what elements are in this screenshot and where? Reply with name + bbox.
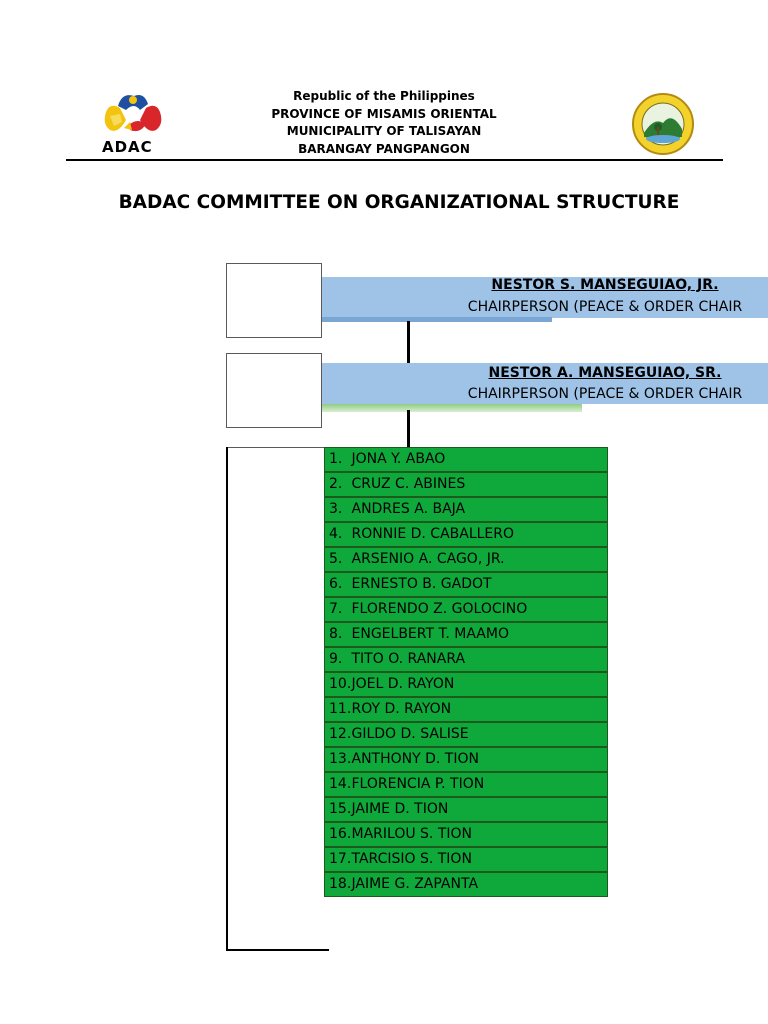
member-number: 14. bbox=[329, 776, 352, 792]
member-name: ROY D. RAYON bbox=[351, 701, 452, 717]
member-name: JAIME G. ZAPANTA bbox=[351, 876, 479, 892]
member-name: ENGELBERT T. MAAMO bbox=[351, 626, 509, 642]
member-number: 2. bbox=[329, 476, 343, 492]
photo-placeholder-chairperson-1 bbox=[226, 263, 322, 338]
municipal-seal-graphic bbox=[630, 93, 696, 159]
member-item bbox=[324, 747, 608, 772]
member-item bbox=[324, 597, 608, 622]
member-name: ARSENIO A. CAGO, JR. bbox=[351, 551, 505, 567]
member-name: JONA Y. ABAO bbox=[351, 451, 446, 467]
letterhead-province: PROVINCE OF MISAMIS ORIENTAL bbox=[271, 106, 497, 121]
member-item bbox=[324, 647, 608, 672]
member-name: FLORENCIA P. TION bbox=[351, 776, 485, 792]
member-number: 16. bbox=[329, 826, 352, 842]
members-list bbox=[324, 447, 608, 897]
header-rule bbox=[66, 159, 723, 161]
letterhead-country: Republic of the Philippines bbox=[293, 89, 475, 103]
member-number: 8. bbox=[329, 626, 343, 642]
member-item bbox=[324, 847, 608, 872]
member-name: FLORENDO Z. GOLOCINO bbox=[351, 601, 528, 617]
officer-2-name: NESTOR A. MANSEGUIAO, SR. bbox=[488, 365, 722, 381]
officer-1-role: CHAIRPERSON (PEACE & ORDER CHAIR bbox=[467, 299, 743, 315]
members-bracket-bottom bbox=[226, 949, 329, 951]
member-item bbox=[324, 872, 608, 897]
members-bracket-left bbox=[226, 447, 228, 950]
member-item bbox=[324, 497, 608, 522]
member-number: 12. bbox=[329, 726, 352, 742]
member-name: GILDO D. SALISE bbox=[351, 726, 469, 742]
member-number: 1. bbox=[329, 451, 343, 467]
member-item bbox=[324, 772, 608, 797]
member-name: TARCISIO S. TION bbox=[351, 851, 472, 867]
adac-logo-graphic bbox=[100, 90, 166, 140]
officer-2-role: CHAIRPERSON (PEACE & ORDER CHAIR bbox=[467, 386, 743, 402]
member-number: 6. bbox=[329, 576, 343, 592]
member-item bbox=[324, 722, 608, 747]
member-item bbox=[324, 472, 608, 497]
member-number: 3. bbox=[329, 501, 343, 517]
adac-logo-text: ADAC bbox=[102, 138, 153, 156]
member-item bbox=[324, 797, 608, 822]
member-name: TITO O. RANARA bbox=[351, 651, 466, 667]
member-item bbox=[324, 822, 608, 847]
member-item bbox=[324, 522, 608, 547]
member-number: 15. bbox=[329, 801, 352, 817]
photo-placeholder-chairperson-2 bbox=[226, 353, 322, 428]
connector-line-1 bbox=[407, 321, 410, 363]
member-item bbox=[324, 572, 608, 597]
member-item bbox=[324, 547, 608, 572]
member-number: 5. bbox=[329, 551, 343, 567]
member-number: 4. bbox=[329, 526, 343, 542]
member-item bbox=[324, 697, 608, 722]
member-number: 17. bbox=[329, 851, 352, 867]
member-item bbox=[324, 447, 608, 472]
members-bracket-top bbox=[226, 447, 324, 448]
letterhead bbox=[234, 88, 534, 158]
officer-1-name: NESTOR S. MANSEGUIAO, JR. bbox=[491, 277, 719, 293]
member-number: 9. bbox=[329, 651, 343, 667]
member-name: ERNESTO B. GADOT bbox=[351, 576, 492, 592]
municipal-seal bbox=[630, 93, 696, 159]
member-number: 11. bbox=[329, 701, 352, 717]
officer-bar-1-shadow bbox=[322, 317, 552, 322]
page-title: BADAC COMMITTEE ON ORGANIZATIONAL STRUCTURE bbox=[118, 192, 680, 213]
member-number: 18. bbox=[329, 876, 352, 892]
member-name: CRUZ C. ABINES bbox=[351, 476, 466, 492]
adac-logo bbox=[100, 90, 166, 156]
member-number: 13. bbox=[329, 751, 352, 767]
member-item bbox=[324, 672, 608, 697]
member-number: 10. bbox=[329, 676, 352, 692]
connector-line-2 bbox=[407, 410, 410, 448]
letterhead-barangay: BARANGAY PANGPANGON bbox=[298, 141, 470, 156]
member-number: 7. bbox=[329, 601, 343, 617]
letterhead-municipality: MUNICIPALITY OF TALISAYAN bbox=[286, 124, 482, 138]
member-name: JAIME D. TION bbox=[351, 801, 449, 817]
member-name: RONNIE D. CABALLERO bbox=[351, 526, 515, 542]
member-item bbox=[324, 622, 608, 647]
member-name: JOEL D. RAYON bbox=[351, 676, 455, 692]
member-name: ANTHONY D. TION bbox=[351, 751, 479, 767]
member-name: MARILOU S. TION bbox=[351, 826, 472, 842]
member-name: ANDRES A. BAJA bbox=[351, 501, 466, 517]
